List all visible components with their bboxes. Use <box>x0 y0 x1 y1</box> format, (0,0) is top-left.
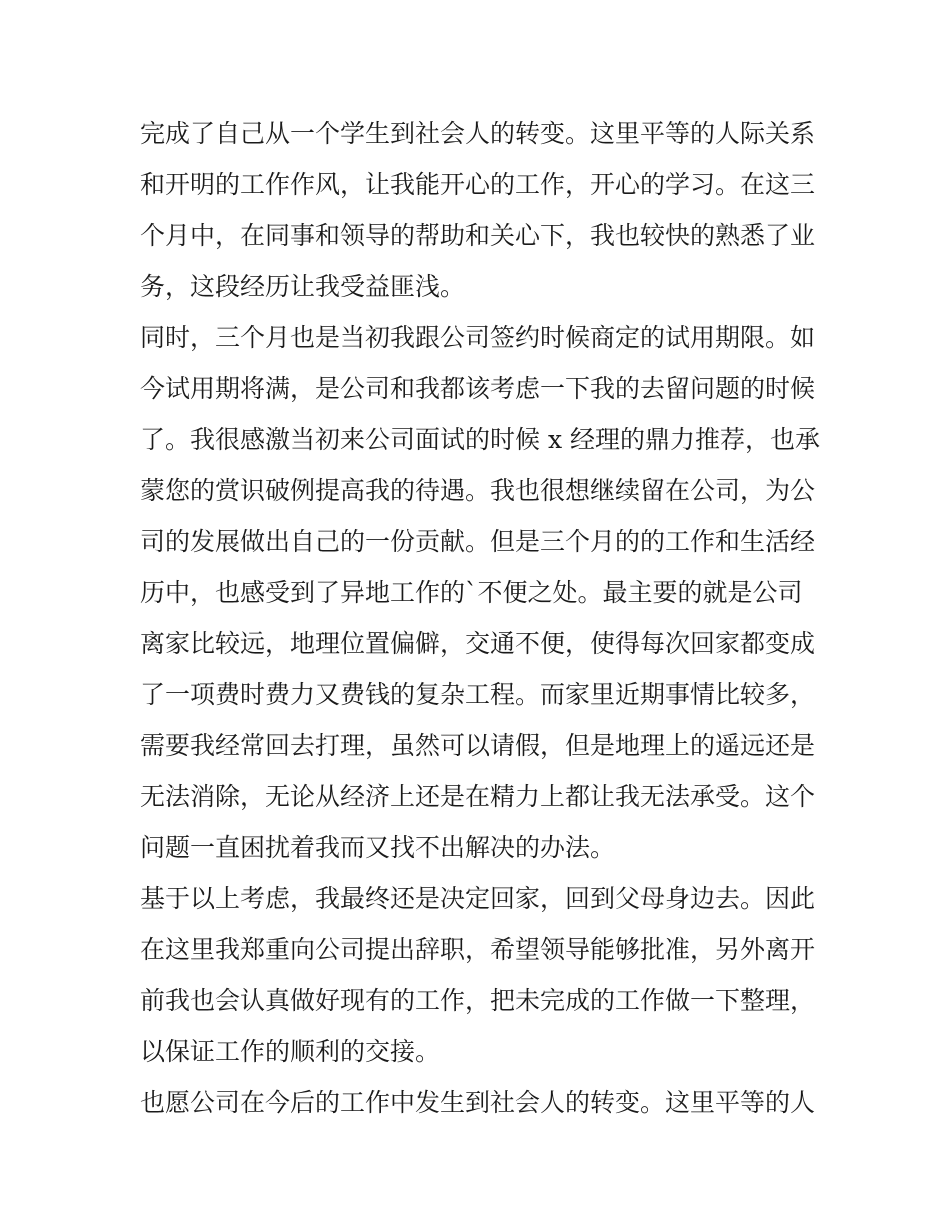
text-line: 以保证工作的顺利的交接。 <box>140 1037 441 1066</box>
text-line: 务，这段经历让我受益匪浅。 <box>140 272 466 301</box>
text-line: 了。我很感激当初来公司面试的时候 x 经理的鼎力推荐，也承 <box>140 425 820 454</box>
text-line: 需要我经常回去打理，虽然可以请假，但是地理上的遥远还是 <box>140 731 816 760</box>
text-line: 离家比较远，地理位置偏僻，交通不便，使得每次回家都变成 <box>140 629 816 658</box>
text-line: 同时，三个月也是当初我跟公司签约时候商定的试用期限。如 <box>140 323 816 352</box>
text-line: 基于以上考虑，我最终还是决定回家，回到父母身边去。因此 <box>140 884 816 913</box>
text-line: 在这里我郑重向公司提出辞职，希望领导能够批准，另外离开 <box>140 935 816 964</box>
text-line: 蒙您的赏识破例提高我的待遇。我也很想继续留在公司，为公 <box>140 476 816 505</box>
text-line: 完成了自己从一个学生到社会人的转变。这里平等的人际关系 <box>140 119 816 148</box>
text-line: 和开明的工作作风，让我能开心的工作，开心的学习。在这三 <box>140 170 816 199</box>
text-line: 前我也会认真做好现有的工作，把未完成的工作做一下整理， <box>140 986 816 1015</box>
text-line: 今试用期将满，是公司和我都该考虑一下我的去留问题的时候 <box>140 374 816 403</box>
text-line: 司的发展做出自己的一份贡献。但是三个月的的工作和生活经 <box>140 527 816 556</box>
document-body <box>140 108 820 1128</box>
text-line: 无法消除，无论从经济上还是在精力上都让我无法承受。这个 <box>140 782 816 811</box>
text-line: 个月中，在同事和领导的帮助和关心下，我也较快的熟悉了业 <box>140 221 816 250</box>
text-line: 历中，也感受到了异地工作的`不便之处。最主要的就是公司 <box>140 578 803 607</box>
text-line: 了一项费时费力又费钱的复杂工程。而家里近期事情比较多， <box>140 680 816 709</box>
text-line: 问题一直困扰着我而又找不出解决的办法。 <box>140 833 616 862</box>
text-line: 也愿公司在今后的工作中发生到社会人的转变。这里平等的人 <box>140 1088 816 1117</box>
